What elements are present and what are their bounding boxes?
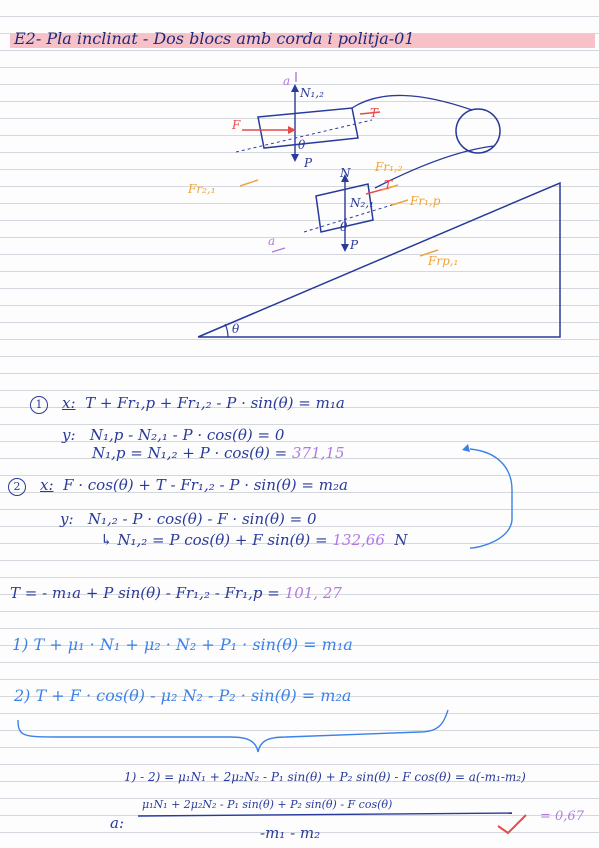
y1b-text: N₁,p = N₁,₂ + P · cos(θ) = [92, 444, 288, 462]
angle-arc [225, 324, 228, 337]
a-value: = 0,67 [540, 809, 584, 824]
label-a-left: a [268, 234, 276, 248]
fraction-numerator: μ₁N₁ + 2μ₂N₂ - P₁ sin(θ) + P₂ sin(θ) - F cos(θ) [142, 798, 393, 811]
link-bracket [470, 449, 512, 548]
curly-brace [18, 710, 448, 752]
y2b-value: 132,66 [332, 531, 385, 549]
y1a-text: N₁,p - N₂,₁ - P · cos(θ) = 0 [89, 426, 285, 444]
equation-y2a [60, 510, 316, 528]
checkmark [498, 815, 526, 833]
label-Fr1p: Fr₁,p [410, 194, 441, 208]
top-block [258, 108, 358, 148]
equation-T [10, 584, 342, 602]
y1-label: y: [62, 426, 76, 444]
label-Fr21: Fr₂,₁ [188, 182, 216, 196]
label-P-bottom: P [350, 238, 359, 252]
T-value: 101, 27 [284, 584, 342, 602]
fraction-denominator: -m₁ - m₂ [260, 824, 321, 842]
circle-2: 2 [8, 478, 26, 496]
equation-x1 [30, 394, 345, 414]
y2b-text: ↳ N₁,₂ = P cos(θ) + F sin(θ) = [100, 531, 328, 549]
label-Frp1: Frp,₁ [428, 254, 459, 268]
label-a-top: a [283, 74, 291, 88]
label-P-top: P [304, 156, 313, 170]
label-Fr12: Fr₁,₂ [375, 160, 403, 174]
label-T-bottom: T [384, 178, 393, 192]
equation-y1b [92, 444, 345, 462]
page-title: E2- Pla inclinat - Dos blocs amb corda i politja-01 [14, 29, 415, 48]
x2-text: F · cos(θ) + T - Fr₁,₂ - P · sin(θ) = m₂a [63, 476, 348, 494]
circle-1: 1 [30, 396, 48, 414]
equation-x2 [8, 476, 348, 496]
label-theta-top: θ [298, 138, 306, 152]
label-F: F [232, 118, 241, 132]
y2-label: y: [60, 510, 74, 528]
x1-label: x: [62, 394, 76, 412]
y2a-text: N₁,₂ - P · cos(θ) - F · sin(θ) = 0 [87, 510, 317, 528]
label-T-top: T [370, 106, 379, 120]
equation-y2b [100, 531, 408, 549]
x2-label: x: [40, 476, 54, 494]
equation-2: 2) T + F · cos(θ) - μ₂ N₂ - P₂ · sin(θ) = m₂a [14, 686, 352, 705]
y2b-unit: N [394, 531, 408, 549]
label-N-bottom: N [340, 166, 351, 180]
T-text: T = - m₁a + P sin(θ) - Fr₁,₂ - Fr₁,p = [10, 584, 280, 602]
label-N12-top: N₁,₂ [300, 86, 324, 100]
equation-y1a [62, 426, 284, 444]
x1-text: T + Fr₁,p + Fr₁,₂ - P · sin(θ) = m₁a [85, 394, 345, 412]
equation-1: 1) T + μ₁ · N₁ + μ₂ · N₂ + P₁ · sin(θ) = m₁a [12, 635, 353, 654]
incline-triangle [198, 183, 560, 337]
label-N21: N₂,₁ [350, 196, 374, 210]
y1b-value: 371,15 [292, 444, 345, 462]
label-theta-bottom: θ [340, 220, 348, 234]
a-label: a: [110, 814, 124, 832]
equation-subtract: 1) - 2) = μ₁N₁ + 2μ₂N₂ - P₁ sin(θ) + P₂ sin(θ) - F cos(θ) = a(-m₁-m₂) [124, 770, 526, 784]
label-theta-angle: θ [232, 322, 240, 336]
